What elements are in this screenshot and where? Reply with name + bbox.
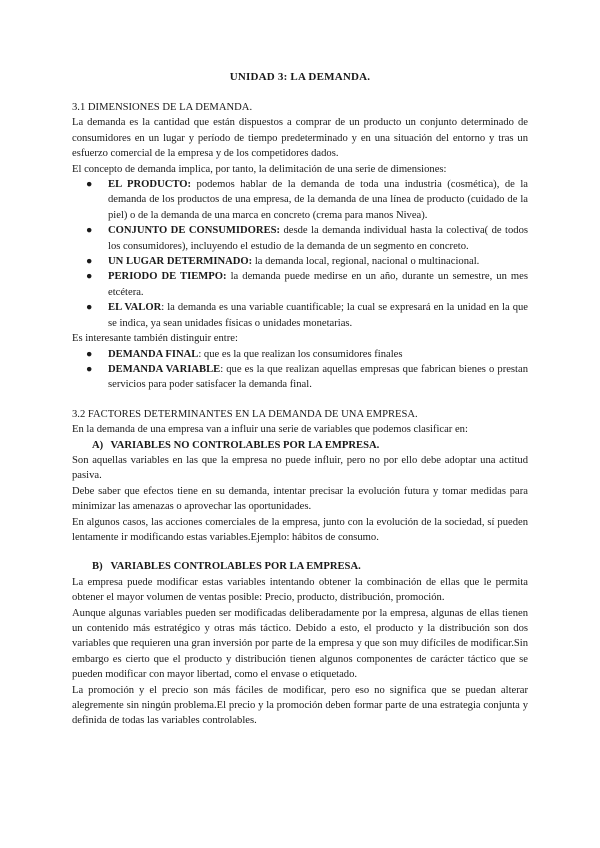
subsection-a-heading [72, 438, 528, 453]
dimensions-list [72, 177, 528, 331]
dimension-term: UN LUGAR DETERMINADO: [108, 256, 253, 268]
dimension-term: EL VALOR [108, 302, 162, 314]
dimension-item-value [72, 300, 528, 331]
dimension-item-period [72, 269, 528, 300]
page-title: UNIDAD 3: LA DEMANDA. [229, 71, 371, 83]
spacer [72, 393, 528, 407]
demand-type-variable [72, 362, 528, 393]
subsection-b-title: VARIABLES CONTROLABLES POR LA EMPRESA. [110, 561, 361, 573]
dimension-term: EL PRODUCTO: [108, 179, 192, 191]
bullet-icon: ● [86, 363, 93, 375]
dimension-text: : la demanda es una variable cuantificable; la cual se expresará en la unidad en la que se indica, ya sean unidades físicas o unidades monetarias. [108, 302, 528, 329]
dimension-text: la demanda local, regional, nacional o multinacional. [252, 256, 480, 268]
demand-type-text: : que es la que realizan los consumidores finales [198, 348, 403, 360]
section-1-paragraph-2: El concepto de demanda implica, por tanto, la delimitación de una serie de dimensiones: [72, 163, 447, 175]
dimension-text: podemos hablar de la demanda de toda una industria (cosmética), de la demanda de los productos de una empresa, de la demanda de una línea de producto (cuidado de la piel) o de la demanda de una marca en concreto (crema para manos Nivea). [108, 179, 528, 221]
bullet-icon: ● [86, 256, 93, 268]
section-1-paragraph-1: La demanda es la cantidad que están dispuestos a comprar de un producto un conjunto determinado de consumidores en un lugar y período de tiempo predeterminado y en una situación del entorno y tras un esfuerzo comercial de la empresa y de los competidores dados. [72, 117, 528, 160]
subsection-b-heading [72, 559, 528, 574]
section-1-heading: 3.1 DIMENSIONES DE LA DEMANDA. [72, 102, 253, 113]
dimension-text: desde la demanda individual hasta la colectiva( de todos los consumidores), incluyendo el estudio de la demanda de un segmento en concreto. [108, 225, 528, 252]
dimension-item-product [72, 177, 528, 223]
subsection-a-title: VARIABLES NO CONTROLABLES POR LA EMPRESA. [110, 439, 380, 451]
subsection-a-label: A) [92, 439, 104, 451]
document-body [72, 100, 528, 729]
subsection-b-paragraph-1: La empresa puede modificar estas variables intentando obtener la combinación de ellas que le permita obtener el mayor volumen de ventas posible: Precio, producto, distribución, promoción. [72, 576, 528, 604]
section-2-heading: 3.2 FACTORES DETERMINANTES EN LA DEMANDA DE UNA EMPRESA. [72, 408, 418, 420]
bullet-icon: ● [86, 271, 93, 283]
dimension-text: la demanda puede medirse en un año, durante un semestre, un mes etcétera. [108, 271, 528, 298]
dimension-item-place [72, 254, 528, 269]
bullet-icon: ● [86, 225, 93, 237]
subsection-a-paragraph-2: Debe saber que efectos tiene en su demanda, intentar precisar la evolución futura y tomar medidas para minimizar las amenazas o aprovechar las oportunidades. [72, 485, 528, 513]
dimension-term: CONJUNTO DE CONSUMIDORES: [108, 225, 281, 237]
bullet-icon: ● [86, 179, 93, 191]
section-2-intro: En la demanda de una empresa van a influir una serie de variables que podemos clasificar en: [72, 424, 468, 436]
dimension-item-consumers [72, 223, 528, 254]
section-1-paragraph-3: Es interesante también distinguir entre: [72, 333, 238, 345]
subsection-b-label: B) [92, 561, 103, 573]
subsection-b-paragraph-2: Aunque algunas variables pueden ser modificadas deliberadamente por la empresa, algunas de ellas tienen un contenido más estratégico y otras más táctico. Debido a esto, el producto y la distribución son dos variables que requieren una gran inversión por parte de la empresa y que son muy difíciles de modificar.Sin embargo es cierto que el producto y distribución tienen algunos componentes de carácter táctico que se pueden modificar con mayor libertad, como el envase o etiquetado. [72, 607, 528, 681]
subsection-a-paragraph-1: Son aquellas variables en las que la empresa no puede influir, pero no por ello debe adoptar una actitud pasiva. [72, 454, 528, 482]
demand-type-final [72, 347, 528, 362]
subsection-a-paragraph-3: En algunos casos, las acciones comerciales de la empresa, junto con la evolución de la sociedad, sí pueden lentamente ir modificando estas variables.Ejemplo: hábitos de consumo. [72, 516, 528, 543]
demand-type-text: : que es la que realizan aquellas empresas que fabrican bienes o prestan servicios para poder satisfacer la demanda final. [108, 363, 528, 391]
demand-types-list [72, 347, 528, 393]
bullet-icon: ● [86, 302, 93, 314]
subsection-b-paragraph-3: La promoción y el precio son más fáciles de modificar, pero eso no significa que se puedan alterar alegremente sin ningún problema.El precio y la promoción deben formar parte de una estrategia conjunta y definida de todas las variables controlables. [72, 684, 528, 727]
dimension-term: PERIODO DE TIEMPO: [108, 271, 227, 283]
spacer [72, 545, 528, 559]
demand-type-term: DEMANDA VARIABLE [108, 363, 221, 375]
bullet-icon: ● [86, 348, 93, 360]
demand-type-term: DEMANDA FINAL [108, 348, 199, 360]
